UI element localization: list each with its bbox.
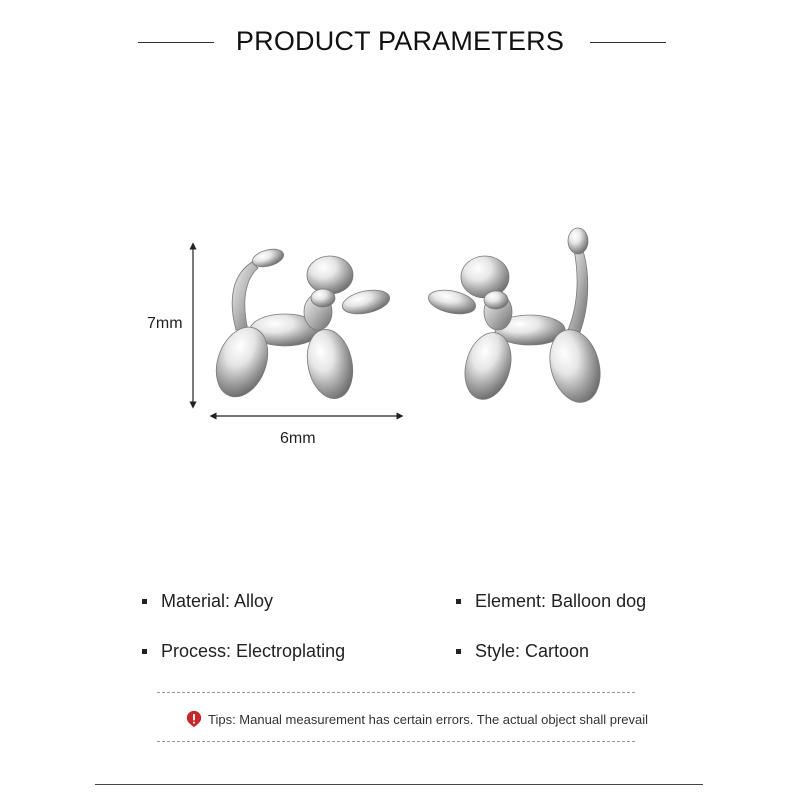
spec-item-label: Element: Balloon dog — [475, 591, 647, 611]
square-bullet-icon — [142, 649, 147, 654]
spec-list — [0, 585, 800, 675]
tip-note — [185, 709, 648, 729]
page-title: PRODUCT PARAMETERS — [235, 26, 565, 56]
spec-item-process — [142, 641, 345, 662]
tip-text: Tips: Manual measurement has certain errors. The actual object shall prevail — [208, 711, 649, 727]
height-label: 7mm — [147, 315, 183, 332]
tip-divider-top — [157, 692, 635, 693]
square-bullet-icon — [456, 649, 461, 654]
warning-icon — [185, 710, 203, 728]
spec-item-style — [456, 641, 589, 662]
left-earring — [207, 246, 392, 404]
square-bullet-icon — [456, 599, 461, 604]
right-earring — [426, 228, 608, 408]
width-label: 6mm — [280, 430, 316, 447]
bottom-rule — [95, 784, 703, 785]
tip-divider-bottom — [157, 741, 635, 742]
square-bullet-icon — [142, 599, 147, 604]
spec-item-element — [456, 591, 646, 612]
spec-item-material — [142, 591, 273, 612]
spec-item-label: Material: Alloy — [161, 591, 274, 611]
spec-item-label: Process: Electroplating — [161, 641, 346, 661]
spec-item-label: Style: Cartoon — [475, 641, 590, 661]
